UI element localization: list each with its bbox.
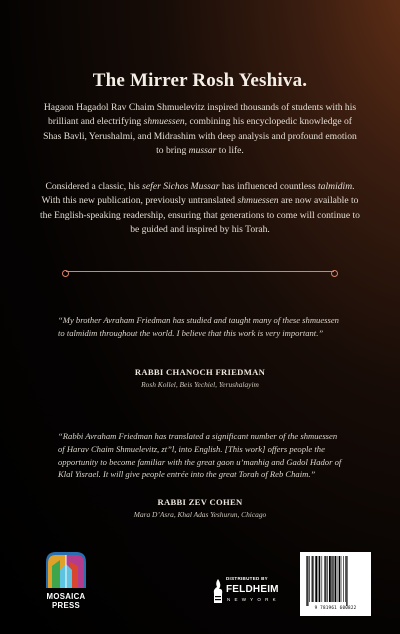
barcode-bar — [315, 556, 317, 602]
barcode-bar — [331, 556, 332, 602]
barcode-bar — [338, 556, 339, 602]
barcode-bar — [312, 556, 313, 602]
cover-headline: The Mirrer Rosh Yeshiva. — [92, 70, 308, 91]
feldheim-flame-icon — [212, 578, 224, 604]
endorsement-quote-2: “Rabbi Avraham Friedman has translated a significant number of the shmuessen of Harav Chaim Shmuelevitz, zt”l, into English. [This work] offers people the opportunity to become familiar with the great gaon u’manhig and Gadol Hador of Klal Yisrael. It will give people entrée into the great Torah of Reb Chaim.” — [58, 431, 342, 480]
barcode-bar — [307, 556, 308, 606]
barcode-bar — [341, 556, 342, 602]
barcode-bar — [318, 556, 319, 602]
barcode-bar — [343, 556, 344, 602]
barcode-bar — [306, 556, 307, 606]
barcode-bar — [346, 556, 347, 606]
endorser-title-2: Mara D’Asra, Khal Adas Yeshurun, Chicago — [133, 510, 267, 519]
barcode-bar — [319, 556, 320, 602]
distributed-by-label: DISTRIBUTED BY — [226, 576, 268, 581]
barcode-bar — [322, 556, 323, 602]
barcode-bar — [324, 556, 325, 602]
barcode-icon — [305, 556, 366, 606]
isbn-number: 9 781961 600822 — [314, 606, 357, 611]
barcode-bar — [313, 556, 314, 602]
barcode-bar — [327, 556, 328, 602]
intro-paragraph-2: Considered a classic, his sefer Sichos Mussar has influenced countless talmidim. With this new publication, previously untranslated shmuessen are now available to the English-speaking readership, ensuring that generations to come will continue to be guided and inspired by his Torah. — [40, 181, 360, 236]
feldheim-city: N E W Y O R K — [227, 597, 278, 602]
mosaica-press-wordmark: MOSAICA PRESS — [46, 592, 86, 610]
endorser-name-1: RABBI CHANOCH FRIEDMAN — [134, 367, 266, 377]
barcode-bar — [309, 556, 310, 602]
barcode-bar — [339, 556, 340, 602]
barcode-bar — [335, 556, 337, 602]
barcode-bar — [333, 556, 334, 602]
barcode-bar — [325, 556, 326, 602]
endorser-name-2: RABBI ZEV COHEN — [157, 497, 243, 507]
feldheim-wordmark: FELDHEIM — [226, 584, 279, 595]
ornamental-divider — [62, 269, 338, 279]
endorser-title-1: Rosh Kollel, Beis Yechiel, Yerushalayim — [141, 380, 259, 389]
barcode-bar — [345, 556, 346, 602]
barcode-bar — [329, 556, 331, 602]
endorsement-quote-1: “My brother Avraham Friedman has studied and taught many of these shmuessen to talmidim throughout the world. I believe that this work is very important.” — [58, 315, 339, 338]
intro-paragraph-1: Hagaon Hagadol Rav Chaim Shmuelevitz inspired thousands of students with his brilliant and electrifying shmuessen, combining his encyclopedic knowledge of Shas Bavli, Yerushalmi, and Midrashim with deep analysis and profound emotion to bring mussar to life. — [43, 102, 357, 157]
